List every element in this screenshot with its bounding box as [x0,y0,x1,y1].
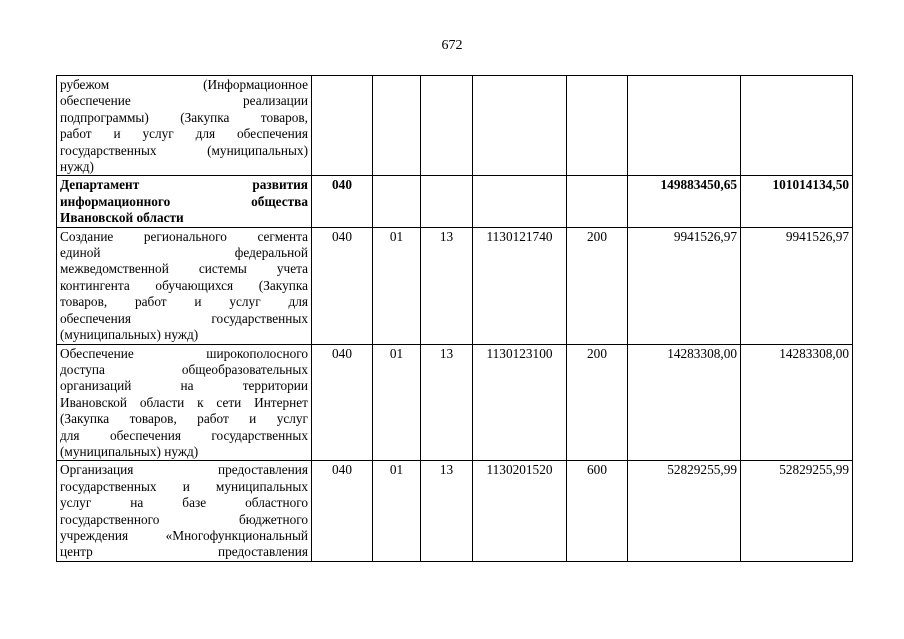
item-name-line: государственных и муниципальных [60,478,308,494]
item-name-line: обеспечения государственных [60,310,308,326]
amount-year2-cell: 9941526,97 [741,227,853,344]
target-article-cell: 1130123100 [473,344,567,461]
section-code-cell [373,176,421,227]
item-name-line: организаций на территории [60,378,308,394]
item-name-line: государственных (муниципальных) [60,142,308,158]
amount-year1-cell: 149883450,65 [628,176,741,227]
item-name-line: рубежом (Информационное [60,77,308,92]
table-row [57,76,853,176]
item-name-line: (муниципальных) нужд) [60,327,199,343]
subsection-code-cell: 13 [421,344,473,461]
amount-year1-cell [628,76,741,176]
item-name-line: Создание регионального сегмента [60,228,308,244]
ministry-code-cell: 040 [312,461,373,561]
item-name-line: государственного бюджетного [60,511,308,527]
table-row [57,461,853,561]
item-name-line: товаров, работ и услуг для [60,294,308,310]
item-name-line: центр предоставления [60,544,308,560]
item-name-cell [57,344,312,461]
item-name-line: нужд) [60,159,94,175]
subsection-code-cell [421,176,473,227]
item-name-line: услуг на базе областного [60,495,308,511]
subsection-code-cell: 13 [421,461,473,561]
budget-table [56,75,853,562]
amount-year2-cell [741,76,853,176]
table-body [57,76,853,562]
item-name-line: (Закупка товаров, работ и услуг [60,411,308,427]
target-article-cell [473,76,567,176]
amount-year2-cell: 14283308,00 [741,344,853,461]
subsection-code-cell [421,76,473,176]
item-name-line: межведомственной системы учета [60,261,308,277]
amount-year2-cell: 101014134,50 [741,176,853,227]
item-name-line: единой федеральной [60,245,308,261]
target-article-cell [473,176,567,227]
item-name-cell [57,176,312,227]
ministry-code-cell: 040 [312,227,373,344]
item-name-cell [57,461,312,561]
item-name-line: для обеспечения государственных [60,427,308,443]
item-name-line: учреждения «Многофункциональный [60,527,308,543]
section-code-cell: 01 [373,227,421,344]
target-article-cell: 1130201520 [473,461,567,561]
amount-year1-cell: 9941526,97 [628,227,741,344]
item-name-line: (муниципальных) нужд) [60,443,199,459]
item-name-line: Ивановской области [60,210,184,226]
item-name-line: Обеспечение широкополосного [60,345,308,361]
item-name-cell [57,76,312,176]
section-code-cell: 01 [373,344,421,461]
section-code-cell: 01 [373,461,421,561]
item-name-line: Департамент развития [60,177,308,193]
ministry-code-cell: 040 [312,176,373,227]
section-code-cell [373,76,421,176]
expense-type-cell [567,76,628,176]
item-name-line: обеспечение реализации [60,93,308,109]
item-name-line: контингента обучающихся (Закупка [60,277,308,293]
item-name-line: Ивановской области к сети Интернет [60,394,308,410]
table-row [57,176,853,227]
item-name-cell [57,227,312,344]
amount-year1-cell: 14283308,00 [628,344,741,461]
item-name-line: работ и услуг для обеспечения [60,126,308,142]
expense-type-cell: 200 [567,227,628,344]
expense-type-cell: 200 [567,344,628,461]
target-article-cell: 1130121740 [473,227,567,344]
table-row [57,344,853,461]
expense-type-cell [567,176,628,227]
ministry-code-cell: 040 [312,344,373,461]
expense-type-cell: 600 [567,461,628,561]
item-name-line: доступа общеобразовательных [60,361,308,377]
table-row [57,227,853,344]
ministry-code-cell [312,76,373,176]
page-number: 672 [441,38,463,53]
item-name-line: подпрограммы) (Закупка товаров, [60,109,308,125]
amount-year2-cell: 52829255,99 [741,461,853,561]
item-name-line: информационного общества [60,193,308,209]
item-name-line: Организация предоставления [60,462,308,478]
subsection-code-cell: 13 [421,227,473,344]
amount-year1-cell: 52829255,99 [628,461,741,561]
